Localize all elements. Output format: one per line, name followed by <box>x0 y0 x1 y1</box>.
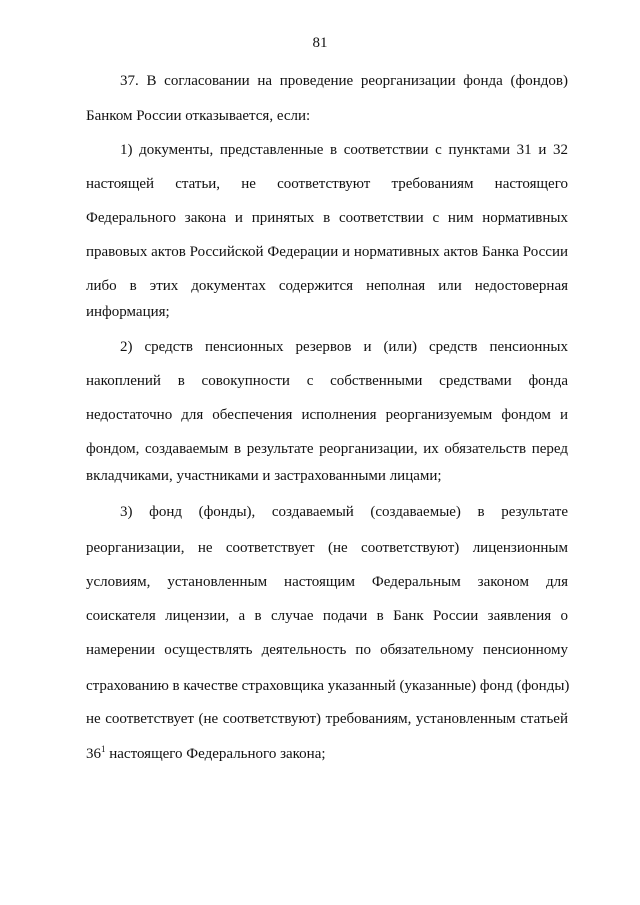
article-number: 36 <box>86 746 101 762</box>
text-line: 37. В согласовании на проведение реорганизации фонда (фондов) <box>120 73 568 89</box>
text-line: реорганизации, не соответствует (не соответствуют) лицензионным <box>86 540 568 556</box>
text-line: правовых актов Российской Федерации и нормативных актов Банка России <box>86 244 568 260</box>
text-line: 3) фонд (фонды), создаваемый (создаваемые) в результате <box>120 504 568 520</box>
text-line: настоящей статьи, не соответствуют требованиям настоящего <box>86 176 568 192</box>
text-line: информация; <box>86 304 170 320</box>
text-line: 2) средств пенсионных резервов и (или) средств пенсионных <box>120 339 568 355</box>
text-line: недостаточно для обеспечения исполнения реорганизуемым фондом и <box>86 407 568 423</box>
text-line: условиям, установленным настоящим Федеральным законом для <box>86 574 568 590</box>
page-number: 81 <box>312 35 328 51</box>
text-line: 1) документы, представленные в соответствии с пунктами 31 и 32 <box>120 142 568 158</box>
text-line: либо в этих документах содержится неполная или недостоверная <box>86 278 568 294</box>
text-line: Федерального закона и принятых в соответствии с ним нормативных <box>86 210 568 226</box>
text-line: фондом, создаваемым в результате реорганизации, их обязательств перед <box>86 441 568 457</box>
article-reference-text: настоящего Федерального закона; <box>105 746 326 762</box>
article-superscript: 1 <box>101 744 106 754</box>
text-line: не соответствует (не соответствуют) требованиям, установленным статьей <box>86 711 568 727</box>
text-line: Банком России отказывается, если: <box>86 108 311 124</box>
text-line: соискателя лицензии, а в случае подачи в Банк России заявления о <box>86 608 568 624</box>
text-line-article-reference <box>86 744 568 764</box>
text-line: вкладчиками, участниками и застрахованными лицами; <box>86 468 442 484</box>
text-line: страхованию в качестве страховщика указанный (указанные) фонд (фонды) <box>86 678 570 694</box>
text-line: накоплений в совокупности с собственными средствами фонда <box>86 373 568 389</box>
text-line: намерении осуществлять деятельность по обязательному пенсионному <box>86 642 568 658</box>
